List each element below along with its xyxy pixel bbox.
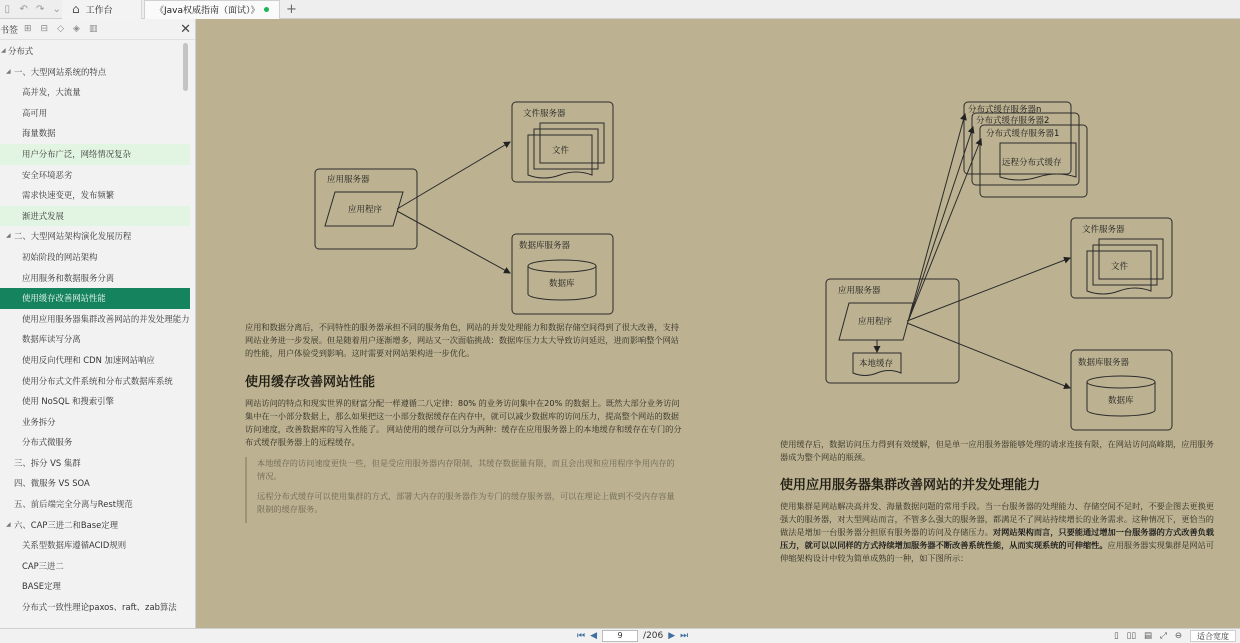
expand-caret-icon[interactable]: ◢: [6, 520, 11, 528]
tab-home[interactable]: [62, 0, 142, 19]
last-page-icon[interactable]: ⏭: [680, 631, 689, 641]
right-app-server-label: 应用服务器: [838, 286, 881, 296]
fit-icon[interactable]: ⤢: [1160, 631, 1167, 641]
expand-icon[interactable]: ⊞: [24, 24, 32, 34]
sidebar-item-label: 初始阶段的网站架构: [22, 251, 98, 262]
local-cache-label: 本地缓存: [859, 359, 894, 369]
sidebar-item[interactable]: [0, 453, 190, 474]
sidebar-item[interactable]: [0, 494, 190, 515]
left-app-program-label: 应用程序: [348, 205, 383, 215]
sidebar-item[interactable]: [0, 576, 190, 597]
delete-icon[interactable]: ▥: [88, 24, 98, 34]
sidebar-item-label: 分布式微服务: [22, 437, 73, 448]
left-heading: 使用缓存改善网站性能: [245, 375, 376, 390]
expand-caret-icon[interactable]: ◢: [6, 232, 11, 240]
right-paragraph-2: [780, 500, 1220, 565]
sidebar-item[interactable]: [0, 432, 190, 453]
left-app-server-label: 应用服务器: [327, 175, 370, 185]
sidebar-item[interactable]: [0, 535, 190, 556]
sidebar-item-label: 六、CAP三进二和Base定理: [14, 519, 119, 530]
sidebar-item-label: 分布式一致性理论paxos、raft、zab算法: [22, 602, 177, 613]
sidebar-header: [0, 19, 195, 40]
zoom-select[interactable]: 适合宽度: [1190, 630, 1236, 642]
sidebar-item-label: 海量数据: [22, 128, 56, 139]
expand-caret-icon[interactable]: ◢: [6, 67, 11, 75]
left-file-shape: [528, 135, 592, 178]
sidebar-item-label: 用户分布广泛，网络情况复杂: [22, 148, 131, 159]
sidebar-item-label: BASE定理: [22, 581, 61, 592]
left-paragraph-1: 应用和数据分离后，不同特性的服务器承担不同的服务角色，网站的并发处理能力和数据存储空间得到了很大改善，支持网站业务进一步发展。但是随着用户逐渐增多，网站又一次面临挑战：数据库压力太大导致访问延迟，进而影响整个网站的性能，用户体验受到影响。这时需要对网站架构进一步优化。: [245, 322, 679, 358]
right-file-label: 文件: [1111, 262, 1129, 272]
dropdown-icon[interactable]: ⌄: [52, 3, 61, 15]
collapse-icon[interactable]: ⊟: [40, 24, 49, 34]
next-page-icon[interactable]: ▶: [668, 631, 676, 641]
sidebar-tools: [24, 24, 97, 34]
sidebar-item-label: 使用分布式文件系统和分布式数据库系统: [22, 375, 173, 386]
undo-icon[interactable]: ↶: [19, 3, 28, 15]
sidebar-item-label: 高并发，大流量: [22, 87, 81, 98]
right-heading: 使用应用服务器集群改善网站的并发处理能力: [780, 478, 1041, 493]
tab-bar: [0, 0, 1240, 19]
sidebar-item[interactable]: [0, 41, 190, 62]
sidebar-item-label: 使用应用服务器集群改善网站的并发处理能力: [22, 313, 190, 324]
sidebar-item-label: 关系型数据库遵循ACID规则: [22, 540, 127, 551]
sidebar-item[interactable]: [0, 103, 190, 124]
sidebar-item-label: CAP三进二: [22, 560, 64, 571]
sidebar-item[interactable]: [0, 515, 190, 536]
unsaved-dot-icon: [264, 7, 269, 12]
sidebar-item[interactable]: [0, 206, 190, 227]
bookmark-sidebar: [0, 19, 196, 628]
total-pages: /206: [643, 631, 664, 641]
sidebar-title: 书签: [0, 25, 19, 36]
sidebar-item[interactable]: [0, 350, 190, 371]
sidebar-item-label: 五、前后端完全分离与Rest规范: [14, 499, 133, 510]
sidebar-item-label: 使用 NoSQL 和搜索引擎: [22, 396, 114, 407]
sidebar-item-label: 三、拆分 VS 集群: [14, 457, 81, 468]
bookmark-tree: [0, 41, 190, 618]
cache-2-label: 分布式缓存服务器2: [976, 116, 1050, 126]
cache-n-label: 分布式缓存服务器n: [968, 105, 1042, 115]
sidebar-item[interactable]: [0, 473, 190, 494]
right-para2-bold: 对网站架构而言，只要能通过增加一台服务器的方式改善负载压力，就可以以同样的方式持续增加服务器不断改善系统性能，从而实现系统的可伸缩性。: [780, 527, 1214, 550]
quote-remote-cache: 远程分布式缓存可以使用集群的方式，部署大内存的服务器作为专门的缓存服务器，可以在理论上做到不受内存容量限制的缓存服务。: [257, 491, 675, 514]
right-app-program-label: 应用程序: [858, 317, 893, 327]
left-blockquote: [245, 457, 675, 523]
left-db-server-label: 数据库服务器: [519, 241, 571, 251]
sidebar-item-label: 分布式: [8, 46, 34, 56]
sidebar-item-label: 使用反向代理和 CDN 加速网站响应: [22, 354, 155, 365]
status-bar: [0, 628, 1240, 643]
right-file-shape: [1087, 251, 1151, 294]
tab-home-label: 工作台: [85, 5, 113, 16]
sidebar-item[interactable]: [0, 247, 190, 268]
sidebar-item-label: 需求快速变更，发布频繁: [22, 190, 115, 201]
single-page-icon[interactable]: ▯: [1113, 631, 1119, 641]
left-file-label: 文件: [552, 146, 570, 156]
sidebar-item[interactable]: [0, 185, 190, 206]
right-db-label: 数据库: [1108, 396, 1134, 406]
page-navigator: [577, 630, 688, 642]
sidebar-item-label: 一、大型网站系统的特点: [14, 66, 107, 77]
sidebar-item[interactable]: [0, 329, 190, 350]
sidebar-item-label: 二、大型网站架构演化发展历程: [14, 231, 132, 242]
sidebar-item[interactable]: [0, 391, 190, 412]
prev-page-icon[interactable]: ◀: [590, 631, 598, 641]
sidebar-item-label: 四、微服务 VS SOA: [14, 478, 90, 489]
right-para2-part-c: 应用服务器实现集群是网站可伸缩架构设计中较为简单成熟的一种，如下图所示：: [780, 540, 1214, 563]
tab-document-label: 《Java权威指南（面试）》: [155, 6, 260, 16]
left-arrow-db: [397, 211, 510, 273]
redo-icon[interactable]: ↷: [36, 3, 45, 15]
document-view: [197, 19, 1240, 628]
sidebar-item[interactable]: [0, 144, 190, 165]
cache-1-label: 分布式缓存服务器1: [986, 129, 1060, 139]
sidebar-item-label: 使用缓存改善网站性能: [22, 293, 106, 304]
remote-cache-label: 远程分布式缓存: [1002, 158, 1062, 168]
bookmark-icon[interactable]: ◇: [57, 24, 65, 34]
sidebar-item-label: 应用服务和数据服务分离: [22, 272, 115, 283]
sidebar-item[interactable]: [0, 288, 190, 309]
left-db-label: 数据库: [549, 279, 575, 289]
right-para2-part-a: 使用集群是网站解决高并发、海量数据问题的常用手段。当一台服务器的处理能力、存储空间不足时，不要企图去更换更强大的服务器，对大型网站而言，不管多么强大的服务器，都满足不了网站持续增长的业务需求。这种情况下，更恰当的做法是增加一台服务器分担原有服务器的访问及存储压力。: [780, 501, 1214, 537]
sidebar-item-label: 渐进式发展: [22, 210, 64, 221]
page-number-input[interactable]: 9: [602, 630, 638, 642]
quote-local-cache: 本地缓存的访问速度更快一些，但是受应用服务器内存限制，其缓存数据量有限，而且会出现和应用程序争用内存的情况。: [257, 458, 675, 481]
sidebar-item-label: 业务拆分: [22, 416, 56, 427]
sidebar-item[interactable]: [0, 412, 190, 433]
sidebar-item[interactable]: [0, 371, 190, 392]
sidebar-item[interactable]: [0, 165, 190, 186]
double-page-icon[interactable]: ▯▯: [1126, 631, 1137, 641]
sidebar-item[interactable]: [0, 268, 190, 289]
sidebar-item-label: 安全环境恶劣: [22, 169, 73, 180]
sidebar-scrollbar[interactable]: [183, 43, 188, 91]
sidebar-close-button[interactable]: ✕: [180, 21, 191, 37]
file-icon[interactable]: ▯: [4, 3, 10, 15]
quick-toolbar: [0, 4, 62, 15]
home-icon: ⌂: [72, 2, 80, 16]
zoom-out-icon[interactable]: ⊖: [1174, 631, 1182, 641]
sidebar-item-label: 数据库读写分离: [22, 334, 81, 345]
sidebar-item[interactable]: [0, 62, 190, 83]
left-arrow-file: [397, 142, 510, 209]
sidebar-item[interactable]: [0, 597, 190, 618]
new-tab-button[interactable]: +: [286, 1, 297, 17]
right-db-server-label: 数据库服务器: [1078, 358, 1130, 368]
sidebar-item[interactable]: [0, 82, 190, 103]
tab-document[interactable]: [144, 0, 280, 19]
right-file-server-label: 文件服务器: [1082, 225, 1125, 235]
sidebar-item[interactable]: [0, 123, 190, 144]
expand-caret-icon[interactable]: ◢: [1, 47, 6, 54]
right-paragraph-1: 使用缓存后，数据访问压力得到有效缓解，但是单一应用服务器能够处理的请求连接有限，在网站访问高峰期，应用服务器成为整个网站的瓶颈。: [780, 439, 1214, 462]
view-tools: [1114, 630, 1236, 642]
sidebar-item[interactable]: [0, 556, 190, 577]
continuous-icon[interactable]: ▤: [1144, 631, 1153, 641]
first-page-icon[interactable]: ⏮: [577, 631, 586, 641]
left-file-server-label: 文件服务器: [523, 109, 566, 119]
sidebar-item-label: 高可用: [22, 107, 48, 118]
sidebar-item[interactable]: [0, 309, 190, 330]
left-paragraph-2: 网站访问的特点和现实世界的财富分配一样遵循二八定律：80% 的业务访问集中在20% 的数据上。既然大部分业务访问集中在一小部分数据上，那么如果把这一小部分数据缓存在内存中，就可以减少数据库的访问压力，提高整个网站的数据访问速度，改善数据库的写入性能了。 网站使用的缓存可以分为两种：缓存在应用服务器上的本地缓存和缓存在专门的分布式缓存服务器上的远程缓存。: [245, 398, 682, 447]
bookmark-add-icon[interactable]: ◈: [73, 24, 80, 34]
sidebar-item[interactable]: [0, 226, 190, 247]
